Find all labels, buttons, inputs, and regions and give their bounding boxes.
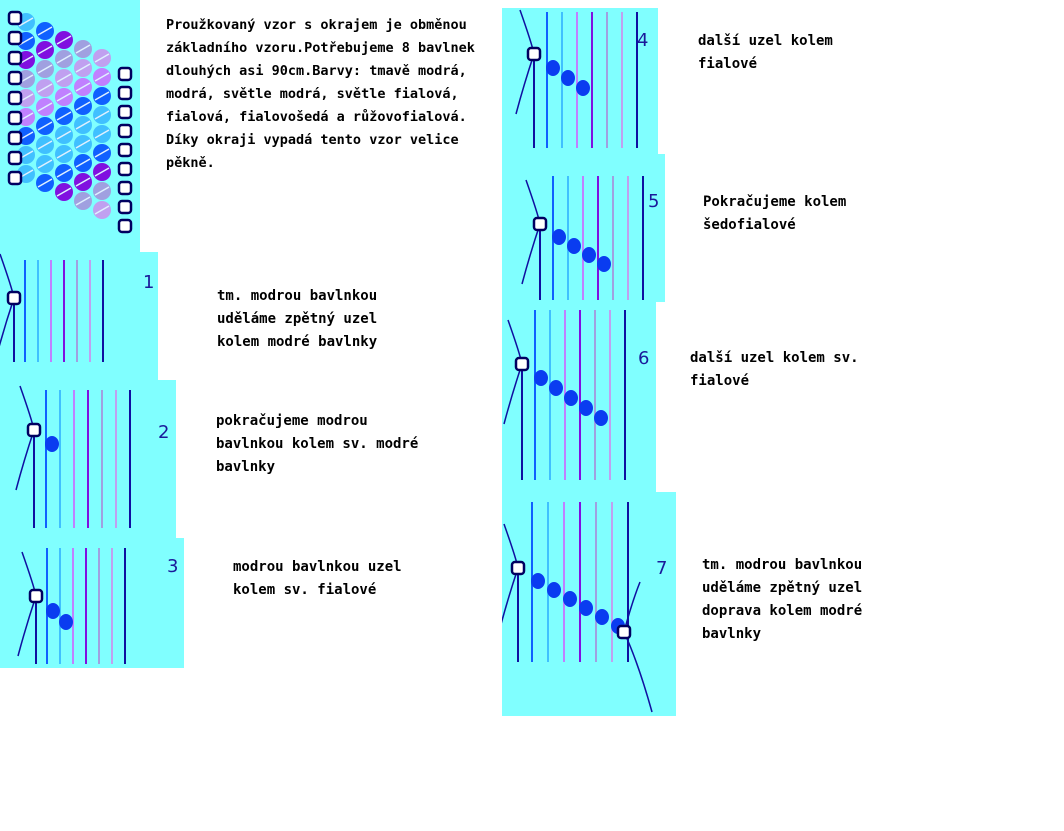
knot [547,582,561,598]
knot [594,410,608,426]
working-thread [624,582,640,632]
knot [561,70,575,86]
edge-knot-left [9,12,21,24]
edge-knot-left [9,112,21,124]
knot [531,573,545,589]
edge-knot-right [119,201,131,213]
step-panel-2 [0,380,176,538]
knot [582,247,596,263]
reverse-knot [28,424,40,436]
edge-knot-right [119,125,131,137]
pattern-preview [0,0,140,252]
knot [579,600,593,616]
knot [563,591,577,607]
working-thread [516,54,534,114]
edge-knot-right [119,182,131,194]
working-thread [16,430,34,490]
step-number: 6 [638,348,650,369]
intro-text: Proužkovaný vzor s okrajem je obměnou základního vzoru.Potřebujeme 8 bavlnek dlouhých asi 90cm.Barvy: tmavě modrá, modrá, světle modrá, světle fialová, fialová, fialovošedá a růžovofialová. Díky okraji vypadá tento vzor velice pěkně. [166,17,475,171]
edge-knot-right [119,220,131,232]
knot [45,436,59,452]
knot [595,609,609,625]
step-6-diagram [502,302,656,492]
edge-knot-left [9,72,21,84]
step-panel-1 [0,252,158,380]
working-thread [0,298,14,358]
step-3-diagram [0,538,184,668]
edge-knot-left [9,52,21,64]
edge-knot-right [119,87,131,99]
working-thread [522,224,540,284]
edge-knot-left [9,32,21,44]
reverse-knot [516,358,528,370]
reverse-knot [8,292,20,304]
step-1-diagram [0,252,158,380]
reverse-knot [30,590,42,602]
knot [549,380,563,396]
step-panel-4 [502,8,658,154]
knot [576,80,590,96]
step-7-diagram [502,492,676,716]
step-number: 1 [143,272,155,293]
step-3-text: modrou bavlnkou uzel kolem sv. fialové [233,559,402,598]
step-2-text: pokračujeme modrou bavlnkou kolem sv. modré bavlnky [216,413,419,475]
reverse-knot [534,218,546,230]
edge-knot-left [9,132,21,144]
edge-knot-right [119,144,131,156]
knot [579,400,593,416]
step-1-text: tm. modrou bavlnkou uděláme zpětný uzel kolem modré bavlnky [217,288,378,350]
step-number: 2 [158,422,170,443]
knot [546,60,560,76]
edge-knot-left [9,92,21,104]
step-4-text: další uzel kolem fialové [698,33,833,72]
step-5-diagram [502,154,665,302]
working-thread [504,364,522,424]
edge-knot-right [119,163,131,175]
step-2-diagram [0,380,176,538]
edge-knot-left [9,152,21,164]
working-thread [502,568,518,628]
knot [59,614,73,630]
edge-knot-left [9,172,21,184]
step-5-text: Pokračujeme kolem šedofialové [703,194,847,233]
step-4-diagram [502,8,658,154]
knot [552,229,566,245]
reverse-knot [618,626,630,638]
working-thread [18,596,36,656]
knot [534,370,548,386]
edge-knot-right [119,106,131,118]
pattern-preview-panel [0,0,140,252]
edge-knot-right [119,68,131,80]
reverse-knot [512,562,524,574]
step-panel-6 [502,302,656,492]
step-6-text: další uzel kolem sv. fialové [690,350,859,389]
step-number: 4 [637,30,649,51]
step-number: 7 [656,558,668,579]
knot [564,390,578,406]
step-panel-5 [502,154,665,302]
step-7-text: tm. modrou bavlnkou uděláme zpětný uzel doprava kolem modré bavlnky [702,557,863,642]
step-panel-3 [0,538,184,668]
step-number: 5 [648,191,660,212]
step-number: 3 [167,556,179,577]
knot [567,238,581,254]
reverse-knot [528,48,540,60]
knot [597,256,611,272]
step-panel-7 [502,492,676,716]
knot [46,603,60,619]
